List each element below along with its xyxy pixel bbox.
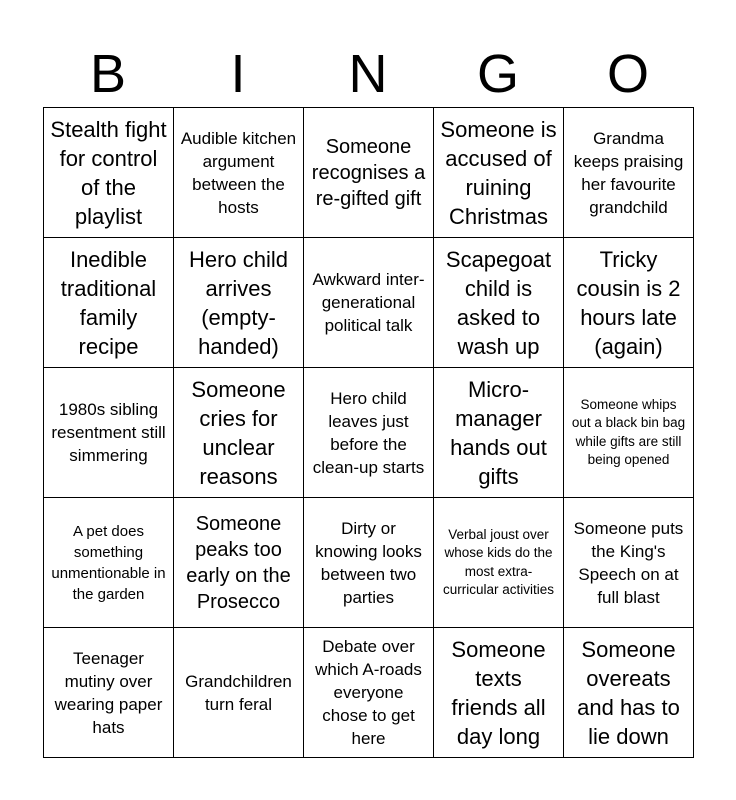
- header-letter-n: N: [348, 44, 388, 104]
- bingo-cell[interactable]: [564, 368, 694, 498]
- cell-text: Scapegoat child is asked to wash up: [445, 246, 552, 359]
- cell-text: Someone is accused of ruining Christmas: [440, 116, 557, 229]
- bingo-board: [43, 107, 694, 758]
- bingo-cell[interactable]: [434, 368, 564, 498]
- cell-text: Someone recognises a re-gifted gift: [311, 135, 426, 210]
- bingo-cell[interactable]: [434, 498, 564, 628]
- bingo-cell[interactable]: [564, 498, 694, 628]
- bingo-cell[interactable]: [174, 628, 304, 758]
- bingo-cell[interactable]: [44, 498, 174, 628]
- bingo-cell[interactable]: [174, 368, 304, 498]
- bingo-cell[interactable]: [434, 628, 564, 758]
- cell-text: Grandma keeps praising her favourite grandchild: [573, 128, 684, 217]
- cell-text: Someone whips out a black bin bag while gifts are still being opened: [571, 396, 686, 467]
- cell-text: Awkward inter-generational political talk: [312, 270, 425, 335]
- cell-text: Debate over which A-roads everyone chose to get here: [315, 637, 422, 748]
- bingo-cell[interactable]: [304, 238, 434, 368]
- bingo-cell[interactable]: [44, 368, 174, 498]
- bingo-cell[interactable]: [174, 498, 304, 628]
- bingo-cell[interactable]: [564, 628, 694, 758]
- bingo-header: [43, 40, 693, 108]
- cell-text: Hero child arrives (empty-handed): [188, 246, 289, 359]
- bingo-cell[interactable]: [434, 108, 564, 238]
- header-letter-o: O: [606, 44, 649, 104]
- cell-text: Someone puts the King's Speech on at full blast: [573, 518, 684, 607]
- cell-text: Hero child leaves just before the clean-up starts: [312, 388, 425, 477]
- bingo-cell[interactable]: [564, 238, 694, 368]
- cell-text: Grandchildren turn feral: [185, 671, 292, 714]
- header-letter-b: B: [89, 44, 127, 104]
- cell-text: Someone cries for unclear reasons: [191, 376, 286, 489]
- cell-text: Verbal joust over whose kids do the most extra-curricular activities: [442, 526, 555, 597]
- cell-text: Someone peaks too early on the Prosecco: [186, 512, 291, 613]
- bingo-cell[interactable]: [564, 108, 694, 238]
- cell-text: Stealth fight for control of the playlist: [50, 116, 167, 229]
- cell-text: Inedible traditional family recipe: [60, 246, 157, 359]
- bingo-cell[interactable]: [304, 628, 434, 758]
- cell-text: Tricky cousin is 2 hours late (again): [576, 246, 681, 359]
- bingo-cell[interactable]: [174, 108, 304, 238]
- bingo-cell[interactable]: [174, 238, 304, 368]
- cell-text: A pet does something unmentionable in the garden: [51, 522, 166, 603]
- cell-text: 1980s sibling resentment still simmering: [51, 400, 166, 465]
- cell-text: Someone texts friends all day long: [451, 636, 546, 749]
- cell-text: Micro-manager hands out gifts: [450, 376, 547, 489]
- bingo-cell[interactable]: [304, 498, 434, 628]
- cell-text: Someone overeats and has to lie down: [577, 636, 680, 749]
- bingo-cell[interactable]: [434, 238, 564, 368]
- bingo-cell[interactable]: [304, 368, 434, 498]
- header-letter-i: I: [230, 44, 246, 104]
- bingo-cell[interactable]: [44, 628, 174, 758]
- bingo-cell[interactable]: [44, 108, 174, 238]
- cell-text: Teenager mutiny over wearing paper hats: [54, 648, 163, 737]
- header-letter-g: G: [476, 44, 519, 104]
- bingo-cell[interactable]: [304, 108, 434, 238]
- bingo-cell[interactable]: [44, 238, 174, 368]
- cell-text: Audible kitchen argument between the hosts: [180, 128, 297, 217]
- cell-text: Dirty or knowing looks between two parties: [315, 518, 422, 607]
